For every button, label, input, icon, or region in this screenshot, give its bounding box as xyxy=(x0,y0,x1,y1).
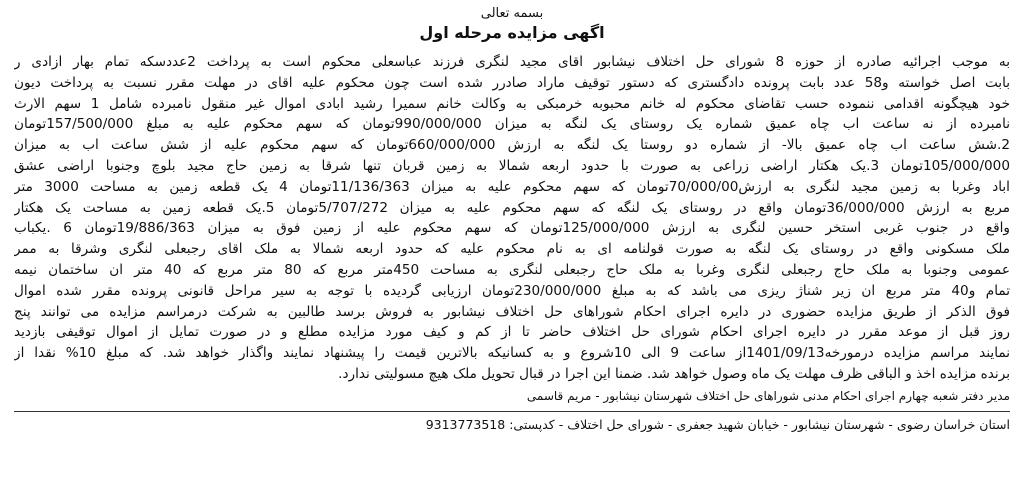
body-line: 105/000/000تومان 3.یک هکتار اراضی زراعی به صورت با حدود اربعه شمالا به زمین قربان تنها شرقا به زمین حاج مجید بلوچ وجنوبا اراضی عشق xyxy=(14,157,1010,174)
signature-line: مدیر دفتر شعبه چهارم اجرای احکام مدنی شوراهای حل اختلاف شهرستان نیشابور - مریم قاسمی xyxy=(526,388,1010,403)
body-line: ملک مسکونی واقع در روستای یک لنگه به صورت قولنامه ای به نام محکوم علیه که حدود اربعه شمالا به ملک اقای رجبعلی لنگری وشرقا به ممر xyxy=(14,241,1010,258)
footer-divider xyxy=(14,411,1010,412)
footer-address: استان خراسان رضوی - شهرستان نیشابور - خیابان شهید جعفری - شورای حل اختلاف - کدپستی: 9313773518 xyxy=(425,416,1010,432)
body-line: اباد وغربا به زمین مجید لنگری به ارزش70/000/00تومان که سهم محکوم علیه به میزان 11/136/363تومان 4 یک قطعه زمین به مساحت 3000 متر xyxy=(14,178,1010,195)
notice-title: اگهی مزایده مرحله اول xyxy=(419,23,605,42)
body-line: عمومی وجنوبا به ملک حاج رجبعلی لنگری وغربا به ملک حاج رجبعلی لنگری به مساحت 450متر مربع که 80 متر مربع که 40 متر ان ساختمان نیمه xyxy=(14,261,1010,278)
body-line: نامبرده از نه ساعت اب چاه عمیق شماره یک روستای یک لنگه به میزان 990/000/000تومان که سهم محکوم علیه به مبلغ 157/500/000تومان xyxy=(14,116,1010,133)
body-line: خود هیچگونه اقدامی ننموده حسب تقاضای محکوم له خانم محبوبه خرمبکی به وکالت خانم سمیرا رشید ابادی اموال غیر منقول نامبرده شامل 1 سهم الارث xyxy=(14,95,1010,112)
body-line: 2.شش ساعت اب چاه عمیق بالا- از شماره دو روستا یک لنگه به ارزش 660/000/000تومان که سهم محکوم علیه از شش ساعت اب به میزان xyxy=(14,137,1010,154)
notice-body xyxy=(14,52,1010,385)
body-line: برنده مزایده اخذ و الباقی ظرف مهلت یک ماه وصول خواهد شد. ضمنا این اجرا در قبال تحویل ملک هیچ مسولیتی ندارد. xyxy=(338,365,1010,382)
body-line: روز قبل از موعد مقرر در دایره اجرای احکام شورای حل اختلاف حاضر تا از کم و کیف مورد مزایده مطلع و در صورت تمایل از اموال توقیفی بازدید xyxy=(14,324,1010,341)
body-line: نمایند مراسم مزایده درمورخه1401/09/13از ساعت 9 الی 10شروع و به کسانیکه بالاترین قیمت را پیشنهاد نمایند واگذار خواهد شد. که مبلغ 10% نقدا از xyxy=(14,345,1010,362)
body-line: بابت اصل خواسته و58 عدد بابت پرونده دادگستری که دستور توقیف ماراد صادرر شده است چون محکوم علیه اقای در مهلت مقرر نسبت به پرداخت دیون xyxy=(14,74,1010,91)
bismillah-heading: بسمه تعالی xyxy=(480,6,544,21)
body-line: واقع در جنوب غربی استخر حسین لنگری به ارزش 125/000/000تومان که سهم محکوم علیه از زمین فوق به میزان 19/886/363تومان 6 .یکباب xyxy=(14,220,1010,237)
body-line: فوق الذکر از طریق مزایده حضوری در دایره اجرای احکام شوراهای حل اختلاف نیشابور به فروش برسد طالبین به شرکت درمراسم مزایده می توانند پنج xyxy=(14,303,1010,320)
body-line: تمام و40 متر مربع ان زیر شناژ ریزی می باشد که به مبلغ 230/000/000تومان ارزیابی گردیده با توجه به سیر مراحل قانونی پرونده مقرر شده اموال xyxy=(14,282,1010,299)
body-line: به موجب اجرائیه صادره از حوزه 8 شورای حل اختلاف نیشابور اقای مجید لنگری فرزند عباسعلی محکوم است به پرداخت 2عددسکه تمام بهار ازادی ر xyxy=(14,54,1010,70)
body-line: مربع به ارزش 36/000/000تومان واقع در روستای یک لنگه که سهم محکوم علیه به میزان 5/707/272تومان 5.یک قطعه زمین به مساحت یک هکتار xyxy=(14,199,1010,216)
